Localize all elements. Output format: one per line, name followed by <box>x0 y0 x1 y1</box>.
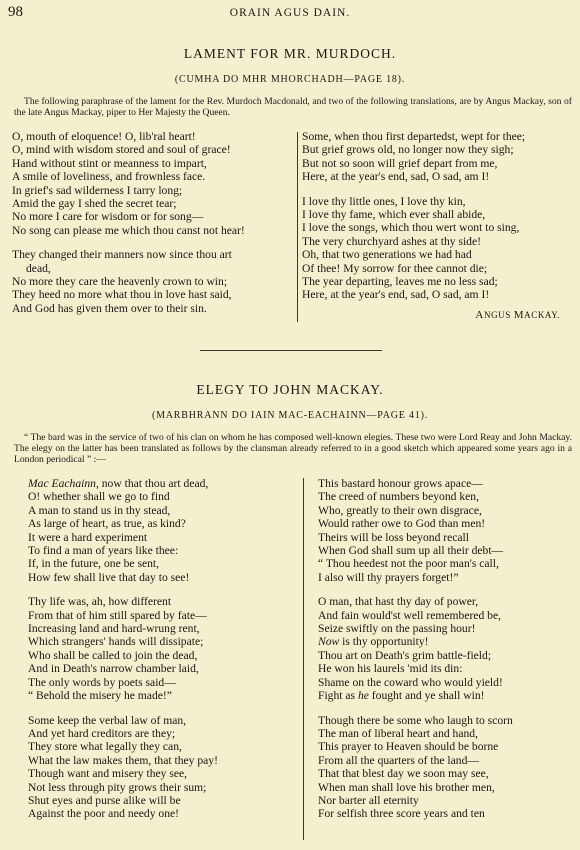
verse-line: They changed their manners now since thou art <box>12 248 232 262</box>
sig-ackay: ACKAY. <box>524 310 560 320</box>
section-divider <box>200 350 382 351</box>
verse-line: Oh, that two generations we had had <box>302 248 472 262</box>
verse-line: This bastard honour grows apace— <box>318 477 483 490</box>
stanza-break <box>318 584 574 595</box>
verse-line: O! whether shall we go to find <box>28 490 170 504</box>
verse-line: Of thee! My sorrow for thee cannot die; <box>302 261 488 275</box>
verse-line: Now is thy opportunity! <box>318 635 429 649</box>
verse-line: Would rather owe to God than men! <box>318 517 486 531</box>
verse-line: And God has given them over to their sin. <box>12 301 207 315</box>
sig-a: A <box>475 309 484 321</box>
elegy-title: ELEGY TO JOHN MACKAY. <box>196 382 384 397</box>
verse-line: How few shall live that day to see! <box>28 570 190 584</box>
verse-line: Who shall be called to join the dead, <box>28 648 198 662</box>
verse-line: But grief grows old, no longer now they sigh; <box>302 143 514 157</box>
elegy-note: “ The bard was in the service of two of his clan on whom he has composed well-known elegies. These two were Lord Reay and John Mackay. The elegy on the latter has been translated as follows by the clansman already referred to in a good sketch which appeared some years ago in a London periodical ” :— <box>14 432 572 465</box>
verse-line: Hand without stint or meanness to impart, <box>12 156 207 170</box>
verse-line: The year departing, leaves me no less sad; <box>302 275 498 289</box>
verse-line: I also will thy prayers forget!” <box>318 570 459 584</box>
verse-line: Shut eyes and purse alike will be <box>28 793 181 807</box>
column-divider <box>297 132 298 322</box>
verse-line: Though want and misery they see, <box>28 767 188 781</box>
verse-line: That that blest day we soon may see, <box>318 767 489 781</box>
verse-line: They heed no more what thou in love hast said, <box>12 288 232 302</box>
italic-word: he <box>357 689 369 703</box>
verse-line: The only words by poets said— <box>28 675 176 689</box>
elegy-subtitle: (MARBHRANN DO IAIN MAC-EACHAINN—PAGE 41). <box>151 410 429 421</box>
verse-line: Shame on the coward who would yield! <box>318 675 503 689</box>
verse-line: A smile of loveliness, and frownless face. <box>12 170 206 184</box>
verse-line: Though there be some who laugh to scorn <box>318 713 513 727</box>
page-header <box>8 4 572 24</box>
verse-line: Not less through pity grows their sum; <box>28 780 207 794</box>
sig-m: M <box>513 309 525 321</box>
verse-line: O, mouth of eloquence! O, lib'ral heart! <box>12 130 196 143</box>
elegy-right-column <box>318 477 574 821</box>
verse-line: And yet hard creditors are they; <box>28 726 176 740</box>
verse-line: dead, <box>26 261 51 275</box>
verse-line: When man shall love his brother men, <box>318 780 495 794</box>
verse-line: Fight as he fought and ye shall win! <box>318 689 485 703</box>
verse-line: In grief's sad wilderness I tarry long; <box>12 183 183 197</box>
verse-line: For selfish three score years and ten <box>318 807 485 821</box>
italic-word: Now <box>318 635 340 649</box>
stanza-break <box>28 584 296 595</box>
verse-line: What the law makes them, that they pay! <box>28 753 218 767</box>
verse-line: And in Death's narrow chamber laid, <box>28 662 199 676</box>
verse-line: Some keep the verbal law of man, <box>28 713 187 727</box>
verse-line: Against the poor and needy one! <box>28 807 179 821</box>
verse-line: If, in the future, one be sent, <box>28 557 160 571</box>
page-number: 98 <box>8 4 23 20</box>
verse-line: He won his laurels 'mid its din: <box>318 662 463 676</box>
verse-line: O man, that hast thy day of power, <box>318 595 479 609</box>
lament-note: The following paraphrase of the lament for the Rev. Murdoch Macdonald, and two of the following translations, are by Angus Mackay, son of the late Angus Mackay, piper to Her Majesty the Queen. <box>14 96 572 118</box>
verse-line: Nor barter all eternity <box>318 793 419 807</box>
verse-line: Here, at the year's end, sad, O sad, am I! <box>302 170 490 184</box>
verse-line: No more I care for wisdom or for song— <box>12 210 204 224</box>
verse-line: Mac Eachainn, now that thou art dead, <box>28 477 209 490</box>
verse-line: From that of him still spared by fate— <box>28 608 207 622</box>
stanza-break <box>318 703 574 714</box>
verse-line: When God shall sum up all their debt— <box>318 544 504 558</box>
verse-line: A man to stand us in thy stead, <box>28 503 171 517</box>
lament-subtitle: (CUMHA DO MHR MHORCHADH—PAGE 18). <box>174 74 406 85</box>
verse-line: From all the quarters of the land— <box>318 753 479 767</box>
verse-line: Increasing land and hard-wrung rent, <box>28 622 200 636</box>
verse-line: Amid the gay I shed the secret tear; <box>12 197 177 211</box>
verse-line: This prayer to Heaven should be borne <box>318 740 499 754</box>
stanza-break <box>302 184 574 195</box>
verse-line: The very churchyard ashes at thy side! <box>302 234 481 248</box>
verse-line: Thy life was, ah, how different <box>28 595 172 609</box>
stanza-break <box>28 703 296 714</box>
verse-line: Here, at the year's end, sad, O sad, am I! <box>302 288 490 302</box>
lament-left-column <box>12 130 296 315</box>
verse-line: The man of liberal heart and hand, <box>318 726 478 740</box>
stanza-break <box>12 237 296 248</box>
sig-ngus: NGUS <box>483 310 514 320</box>
column-divider-2 <box>303 478 304 840</box>
verse-line: Theirs will be loss beyond recall <box>318 530 470 544</box>
verse-line: Seize swiftly on the passing hour! <box>318 622 476 636</box>
verse-line: No song can please me which thou canst not hear! <box>12 223 245 237</box>
verse-line: O, mind with wisdom stored and soul of grace! <box>12 143 231 157</box>
italic-word: Mac Eachainn <box>28 477 96 490</box>
verse-line: As large of heart, as true, as kind? <box>28 517 186 531</box>
verse-line: The creed of numbers beyond ken, <box>318 490 479 504</box>
verse-line: I love thy little ones, I love thy kin, <box>302 194 466 208</box>
verse-line: And fain would'st well remembered be, <box>318 608 502 622</box>
verse-line: To find a man of years like thee: <box>28 544 179 558</box>
lament-signature <box>475 309 560 321</box>
verse-line: Some, when thou first departedst, wept for thee; <box>302 130 526 143</box>
verse-line: No more they care the heavenly crown to win; <box>12 275 228 289</box>
lament-title: LAMENT FOR MR. MURDOCH. <box>183 46 397 61</box>
running-title: ORAIN AGUS DAIN. <box>229 7 351 19</box>
verse-line: I love thy fame, which ever shall abide, <box>302 208 486 222</box>
lament-right-column <box>302 130 574 302</box>
elegy-left-column <box>28 477 296 821</box>
verse-line: But not so soon will grief depart from me, <box>302 156 498 170</box>
verse-line: “ Thou heedest not the poor man's call, <box>318 557 499 571</box>
verse-line: They store what legally they can, <box>28 740 182 754</box>
verse-line: “ Behold the misery he made!” <box>28 689 172 703</box>
verse-line: Who, greatly to their own disgrace, <box>318 503 482 517</box>
verse-line: Which strangers' hands will dissipate; <box>28 635 204 649</box>
verse-line: Thou art on Death's grim battle-field; <box>318 648 492 662</box>
verse-line: I love the songs, which thou wert wont to sing, <box>302 221 520 235</box>
verse-line: It were a hard experiment <box>28 530 148 544</box>
